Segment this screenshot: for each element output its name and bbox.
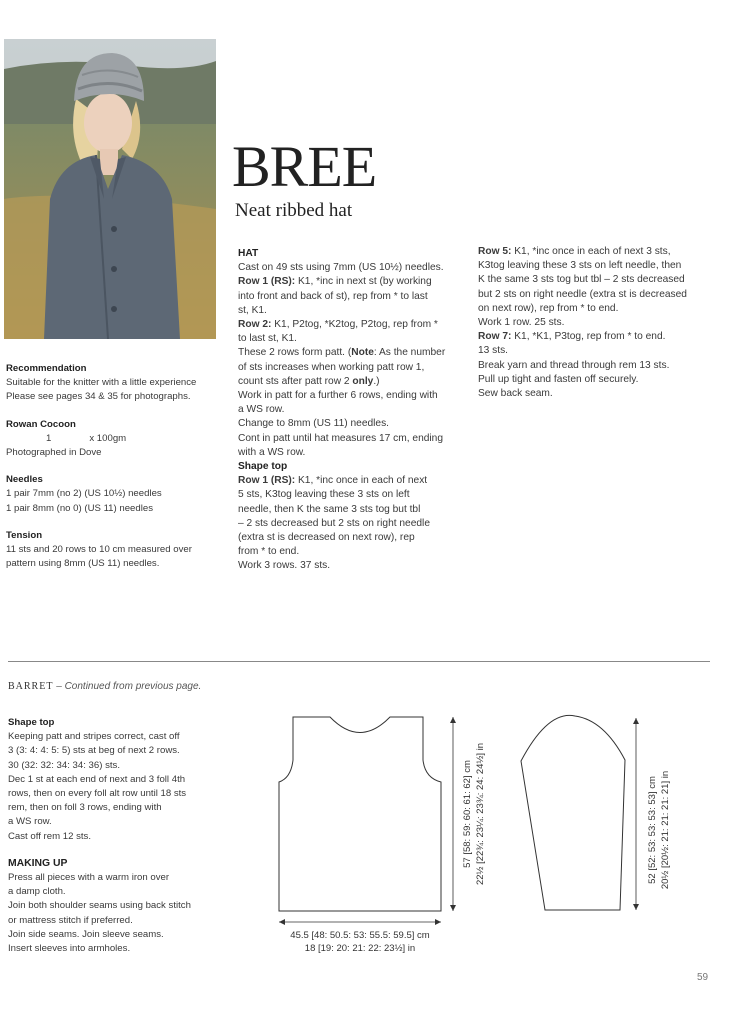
making-up-line: Press all pieces with a warm iron over	[8, 872, 170, 884]
pattern-subtitle: Neat ribbed hat	[235, 200, 353, 221]
needles-line: 1 pair 7mm (no 2) (US 10½) needles	[6, 488, 162, 500]
body-line: Work in patt for a further 6 rows, ending with	[238, 390, 438, 402]
sleeve-length-cm: 52 [52: 53: 53: 53: 53] cm	[647, 776, 658, 884]
making-up-line: Insert sleeves into armholes.	[8, 943, 131, 955]
work-1-row: Work 1 row. 25 sts.	[478, 317, 565, 329]
row5-line: but 2 sts on right needle (extra st is decreased	[478, 288, 687, 300]
hat-cast-on: Cast on 49 sts using 7mm (US 10½) needles.	[238, 262, 444, 274]
yarn-photographed: Photographed in Dove	[6, 447, 102, 459]
patt-text: count sts after patt row 2	[238, 375, 353, 387]
shape-row1-line: (extra st is decreased on next row), rep	[238, 532, 415, 544]
patt-text: These 2 rows form patt. (	[238, 347, 352, 359]
yarn-heading: Rowan Cocoon	[6, 418, 76, 430]
body-length-cm: 57 [58: 59: 60: 61: 62] cm	[462, 760, 473, 868]
barret-shape-line: 3 (3: 4: 4: 5: 5) sts at beg of next 2 rows.	[8, 745, 180, 757]
sleeve-piece-outline	[521, 715, 625, 910]
row5-label: Row 5:	[478, 246, 512, 257]
sleeve-length-in: 20½ [20½: 21: 21: 21: 21] in	[660, 770, 671, 890]
row5-line: K3tog leaving these 3 sts on left needle, then	[478, 260, 682, 272]
barret-name: BARRET	[8, 681, 54, 692]
body-line: with a WS row.	[238, 446, 306, 458]
barret-shape-heading: Shape top	[8, 717, 55, 728]
row1-line: into front and back of st), rep from * to last	[238, 290, 428, 302]
shape-row1-line: needle, then K the same 3 sts tog but tbl	[238, 503, 421, 515]
row7-text: K1, *K1, P3tog, rep from * to end.	[511, 331, 666, 343]
needles-heading: Needles	[6, 474, 43, 486]
body-piece-outline	[279, 717, 441, 911]
shape-row1-line: – 2 sts decreased but 2 sts on right needle	[238, 517, 430, 529]
row5-text: K1, *inc once in each of next 3 sts,	[511, 246, 671, 257]
row2-line: to last st, K1.	[238, 333, 297, 345]
recommendation-line: Suitable for the knitter with a little experience	[6, 377, 197, 389]
barret-shape-line: Keeping patt and stripes correct, cast off	[8, 731, 180, 743]
needles-line: 1 pair 8mm (no 0) (US 11) needles	[6, 502, 153, 514]
row5-line: K the same 3 sts tog but tbl – 2 sts decreased	[478, 274, 685, 286]
yarn-weight: x 100gm	[89, 432, 127, 444]
shape-row1-line: 5 sts, K3tog leaving these 3 sts on left	[238, 489, 410, 501]
row7-label: Row 7:	[478, 331, 512, 343]
finish-line: Sew back seam.	[478, 388, 553, 400]
making-up-line: Join side seams. Join sleeve seams.	[8, 928, 164, 940]
row1-text: K1, *inc in next st (by working	[295, 276, 432, 288]
row5-line: on next row), rep from * to end.	[478, 302, 619, 314]
shape-row1-line: from * to end.	[238, 546, 300, 558]
making-up-heading: MAKING UP	[8, 857, 68, 869]
barret-shape-line: rows, then on every foll alt row until 18 sts	[8, 788, 187, 800]
barret-shape-line: rem, then on foll 3 rows, ending with	[8, 802, 162, 814]
row2-label: Row 2:	[238, 319, 272, 331]
shape-top-heading: Shape top	[238, 461, 288, 473]
patt-text: .)	[373, 375, 380, 387]
barret-shape-line: a WS row.	[8, 816, 52, 828]
barret-shape-line: Cast off rem 12 sts.	[8, 830, 91, 842]
shape-row1-text: K1, *inc once in each of next	[295, 475, 428, 487]
pattern-title: BREE	[232, 134, 377, 199]
barret-shape-line: 30 (32: 32: 34: 34: 36) sts.	[8, 759, 120, 771]
body-width-in: 18 [19: 20: 21: 22: 23½] in	[304, 943, 416, 954]
tension-line: pattern using 8mm (US 11) needles.	[6, 558, 160, 570]
tension-line: 11 sts and 20 rows to 10 cm measured over	[6, 544, 192, 556]
making-up-line: or mattress stitch if preferred.	[8, 914, 133, 926]
making-up-line: Join both shoulder seams using back stitch	[8, 900, 191, 912]
only-label: only	[352, 375, 374, 387]
finish-line: Break yarn and thread through rem 13 sts.	[478, 359, 670, 371]
tension-heading: Tension	[6, 529, 43, 541]
work-3-rows: Work 3 rows. 37 sts.	[238, 560, 331, 572]
yarn-qty: 1	[46, 432, 52, 444]
recommendation-line: Please see pages 34 & 35 for photographs.	[6, 391, 191, 403]
body-line: Cont in patt until hat measures 17 cm, ending	[238, 432, 443, 444]
body-length-in: 22½ [22¾: 23¼: 23¾: 24: 24½] in	[475, 742, 486, 886]
row2-text: K1, P2tog, *K2tog, P2tog, rep from *	[271, 319, 438, 331]
row7-line: 13 sts.	[478, 345, 509, 357]
page-number: 59	[697, 972, 709, 983]
barret-shape-line: Dec 1 st at each end of next and 3 foll 4th	[8, 773, 186, 785]
continued-note: – Continued from previous page.	[53, 681, 202, 692]
making-up-line: a damp cloth.	[8, 886, 66, 898]
row1-label: Row 1 (RS):	[238, 276, 296, 288]
body-line: a WS row.	[238, 404, 285, 416]
recommendation-heading: Recommendation	[6, 363, 87, 374]
row1-line: st, K1.	[238, 304, 267, 316]
body-line: Change to 8mm (US 11) needles.	[238, 418, 390, 430]
patt-note-line: of sts increases when working patt row 1,	[238, 361, 425, 373]
hat-heading: HAT	[238, 248, 259, 259]
finish-line: Pull up tight and fasten off securely.	[478, 373, 639, 385]
patt-text: : As the number	[373, 347, 446, 359]
note-label: Note	[351, 347, 374, 359]
shape-row1-label: Row 1 (RS):	[238, 475, 296, 487]
body-width-cm: 45.5 [48: 50.5: 53: 55.5: 59.5] cm	[290, 930, 430, 941]
